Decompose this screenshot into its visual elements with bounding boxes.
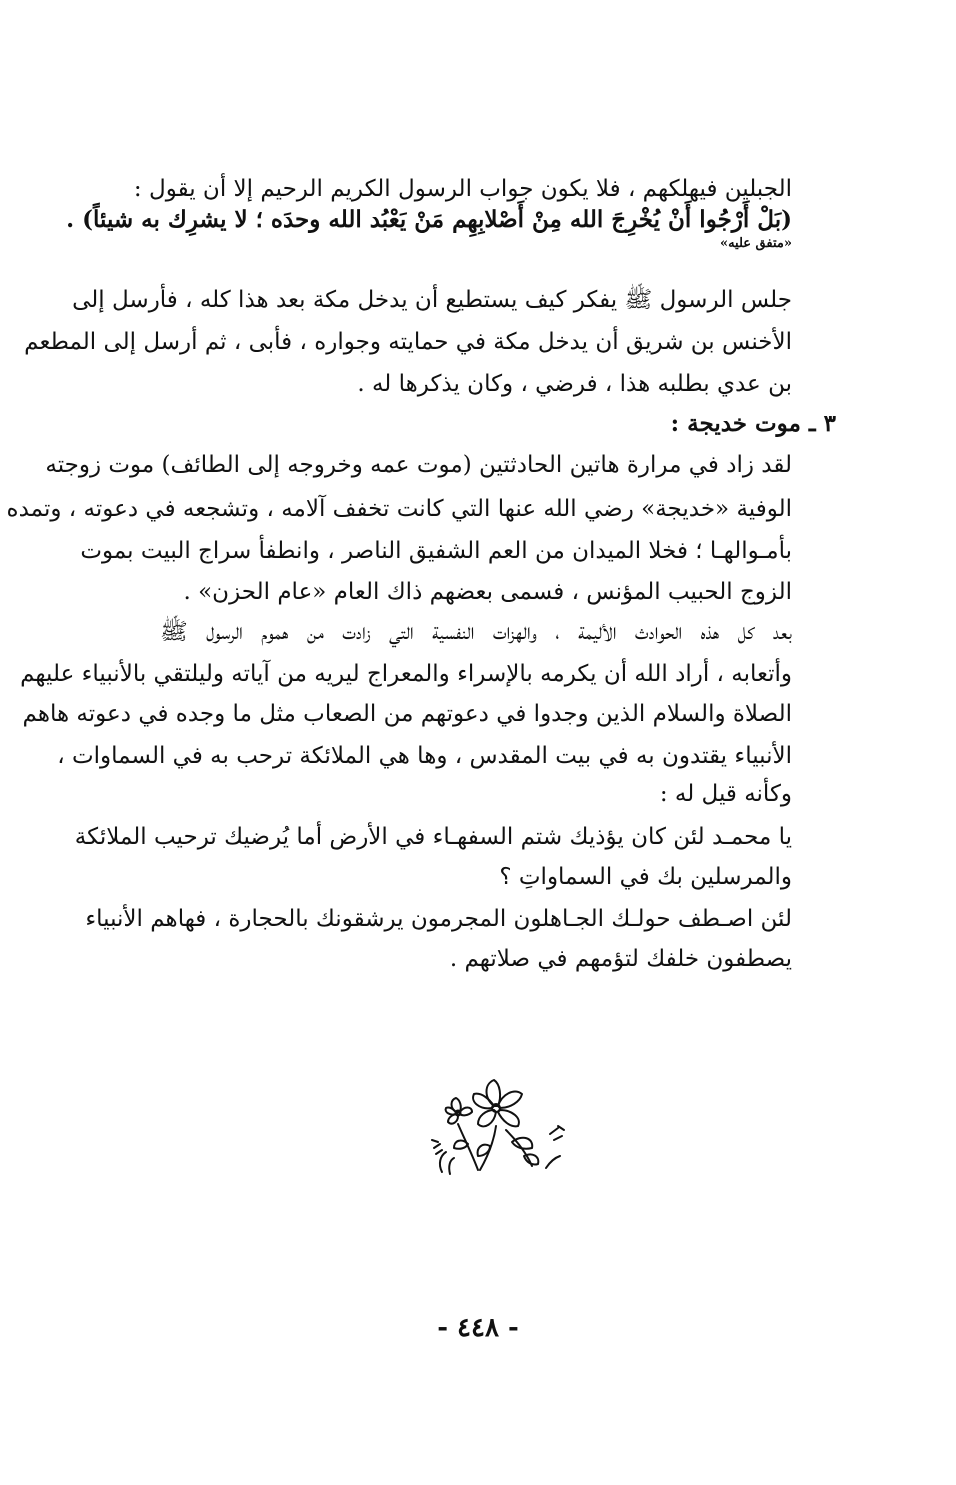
para4-line-1: يا محمـد لئن كان يؤذيك شتم السفهـاء في الأرض أما يُرضيك ترحيب الملائكة [74, 824, 792, 850]
para4-line-2: والمرسلين بك في السماواتِ ؟ [499, 864, 792, 890]
flower-ornament-icon [428, 1068, 572, 1180]
para3-line-1: بعد كل هذه الحوادث الأليمة ، والهزات النفسية التي زادت من هموم الرسول ﷺ [160, 619, 792, 645]
page-number: - ٤٤٨ - [437, 1313, 519, 1343]
para3-line-5: وكأنه قيل له : [659, 781, 792, 807]
para5-line-1: لئن اصـطف حولـك الجـاهلون المجرمون يرشقونك بالحجارة ، فهاهم الأنبياء [85, 906, 792, 932]
para3-line-2: وأتعابه ، أراد الله أن يكرمه بالإسراء والمعراج ليريه من آياته وليلتقي بالأنبياء عليهم [20, 661, 792, 687]
intro-line-1: الجبلين فيهلكهم ، فلا يكون جواب الرسول الكريم الرحيم إلا أن يقول : [133, 176, 792, 202]
para2-line-1: لقد زاد في مرارة هاتين الحادثتين (موت عمه وخروجه إلى الطائف) موت زوجته [45, 452, 792, 478]
para2-line-3: بأمـوالهـا ؛ فخلا الميدان من العم الشفيق الناصر ، وانطفأ سراج البيت بموت [80, 538, 792, 564]
para1-line-2: الأخنس بن شريق أن يدخل مكة في حمايته وجواره ، فأبى ، ثم أرسل إلى المطعم [24, 329, 792, 355]
hadith-quote: (بَلْ أَرْجُوا أَنْ يُخْرِجَ الله مِنْ أَصْلابِهِم مَنْ يَعْبُد الله وحدَه ؛ لا يشرِك به شيئاً) . [66, 206, 792, 233]
para1-line-1: جلس الرسول ﷺ يفكر كيف يستطيع أن يدخل مكة بعد هذا كله ، فأرسل إلى [72, 287, 792, 313]
para2-line-4: الزوج الحبيب المؤنس ، فسمى بعضهم ذاك العام «عام الحزن» . [183, 579, 792, 605]
para1-line-3: بن عدي بطلبه هذا ، فرضي ، وكان يذكرها له . [357, 371, 792, 397]
hadith-source: «متفق عليه» [719, 236, 792, 251]
para5-line-2: يصطفون خلفك لتؤمهم في صلاتهم . [449, 946, 792, 972]
para3-line-4: الأنبياء يقتدون به في بيت المقدس ، وها هي الملائكة ترحب به في السماوات ، [57, 743, 792, 769]
para2-line-2: الوفية «خديجة» رضي الله عنها التي كانت تخفف آلامه ، وتشجعه في دعوته ، وتمده [6, 496, 792, 522]
section-heading: ٣ ـ موت خديجة : [670, 410, 836, 437]
para3-line-3: الصلاة والسلام الذين وجدوا في دعوتهم من الصعاب مثل ما وجده في دعوته هاهم [22, 701, 792, 727]
